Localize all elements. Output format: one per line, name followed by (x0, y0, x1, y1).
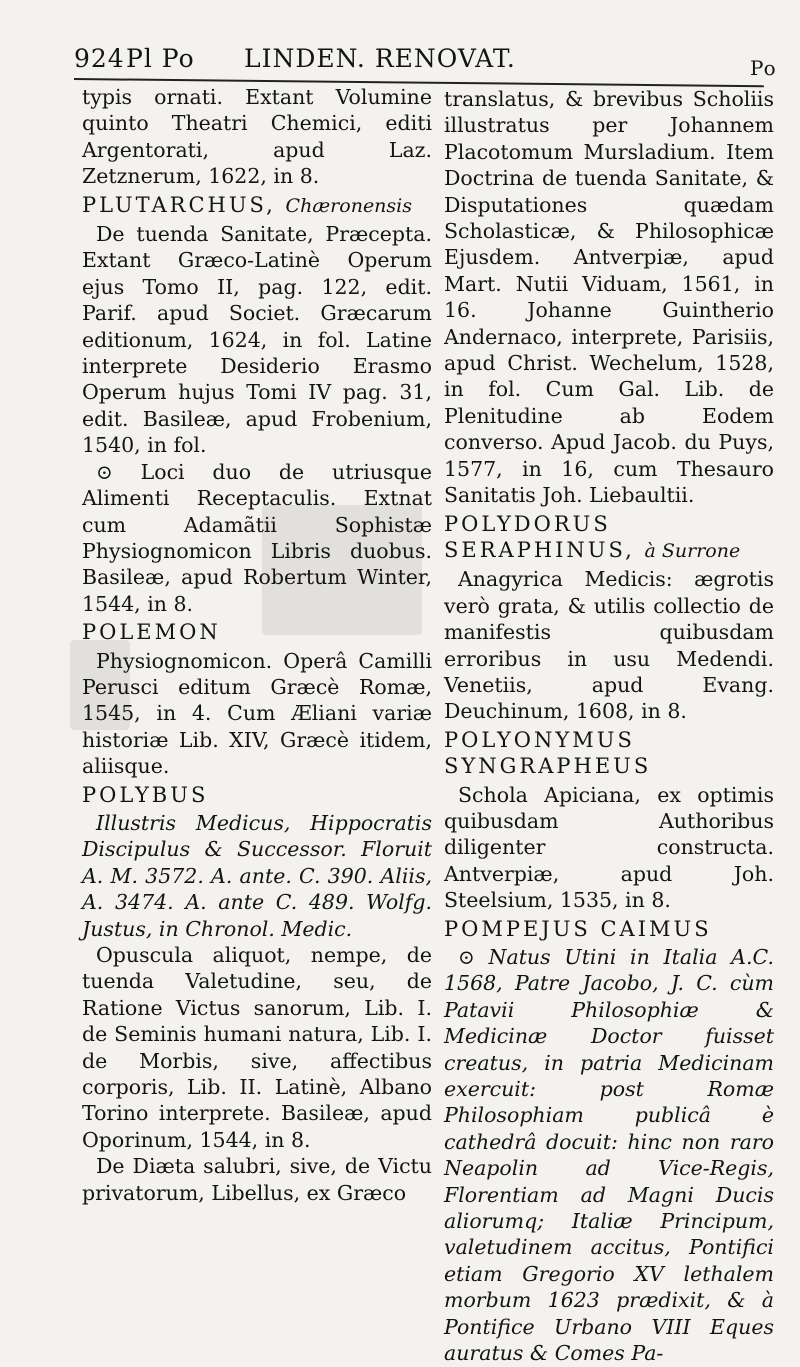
entry-paragraph (444, 566, 774, 724)
left-column (82, 84, 432, 1206)
paragraph-text: Opuscula aliquot, nempe, de tuenda Valetudine, seu, de Ratione Victus sanorum, Lib. I. de Seminis humani natura, Lib. I. de Morbis, sive, affectibus corporis, Lib. II. Latinè, Albano Torino interprete. Basileæ, apud Oporinum, 1544, in 8. (82, 943, 432, 1152)
heading-name: POLYBUS (82, 782, 209, 807)
entry-heading (444, 727, 774, 780)
entry-paragraph (444, 944, 774, 1367)
entry-paragraph (82, 648, 432, 780)
entry-heading (82, 619, 432, 645)
entry-paragraph (82, 84, 432, 190)
heading-name: POLYONYMUS SYNGRAPHEUS (444, 727, 652, 779)
paragraph-text: Anagyrica Medicis: ægrotis verò grata, & utilis collectio de manifestis quibusdam erroribus in usu Medendi. Venetiis, apud Evang. Deuchinum, 1608, in 8. (444, 567, 774, 724)
paragraph-text: Natus Utini in Italia A.C. 1568, Patre Jacobo, J. C. cùm Patavii Philosophiæ & Medicinæ Doctor fuisset creatus, in patria Medicinam exercuit: post Romæ Philosophiam publicâ è cathedrâ docuit: hinc non raro Neapolin ad Vice-Regis, Florentiam ad Magni Ducis aliorumq; Italiæ Principum, valetudinem accitus, Pontifici etiam Gregorio XV lethalem morbum 1623 prædixit, & à Pontifice Urbano VIII Eques auratus & Comes Pa- (444, 945, 774, 1366)
heading-subtext: à Surrone (644, 539, 741, 562)
running-header (68, 44, 777, 84)
entry-paragraph (444, 86, 774, 509)
page-number: 924 (74, 44, 125, 73)
entry-paragraph (82, 221, 432, 459)
right-section-tag: Po (750, 56, 777, 80)
heading-name: POMPEJUS CAIMUS (444, 916, 712, 941)
running-title: LINDEN. RENOVAT. (244, 44, 516, 73)
heading-name: POLEMON (82, 620, 221, 645)
entry-heading (82, 782, 432, 808)
entry-heading (82, 192, 432, 219)
entry-paragraph (82, 810, 432, 942)
heading-subtext: Chæronensis (285, 194, 412, 217)
circled-dot-icon: ⊙ (96, 459, 113, 484)
entry-paragraph (82, 942, 432, 1153)
entry-paragraph (444, 782, 774, 914)
paragraph-text: typis ornati. Extant Volumine quinto Theatri Chemici, editi Argentorati, apud Laz. Zetznerum, 1622, in 8. (82, 85, 432, 189)
paragraph-text: Physiognomicon. Operâ Camilli Perusci editum Græcè Romæ, 1545, in 4. Cum Æliani variæ historiæ Lib. XIV, Græcè itidem, aliisque. (82, 648, 432, 779)
paragraph-text: translatus, & brevibus Scholiis illustratus per Johannem Placotomum Mursladium. Item Doctrina de tuenda Sanitate, & Disputationes quædam Scholasticæ, & Philosophicæ Ejusdem. Antverpiæ, apud Mart. Nutii Viduam, 1561, in 16. Johanne Guintherio Andernaco, interprete, Parisiis, apud Christ. Wechelum, 1528, in fol. Cum Gal. Lib. de Plenitudine ab Eodem converso. Apud Jacob. du Puys, 1577, in 16, cum Thesauro Sanitatis Joh. Liebaultii. (444, 87, 774, 508)
entry-heading (444, 511, 774, 565)
circled-dot-icon: ⊙ (458, 945, 475, 969)
paragraph-text: De tuenda Sanitate, Præcepta. Extant Græco-Latinè Operum ejus Tomo II, pag. 122, edit. Parif. apud Societ. Græcarum editionum, 1624, in fol. Latine interprete Desiderio Erasmo Operum hujus Tomi IV pag. 31, edit. Basileæ, apud Frobenium, 1540, in fol. (82, 222, 432, 458)
entry-paragraph (82, 459, 432, 617)
right-column (444, 86, 774, 1367)
section-tag: Pl Po (126, 44, 195, 73)
entry-heading (444, 916, 774, 942)
entry-paragraph (82, 1153, 432, 1206)
paragraph-text: Schola Apiciana, ex optimis quibusdam Authoribus diligenter constructa. Antverpiæ, apud Joh. Steelsium, 1535, in 8. (444, 782, 774, 913)
heading-name: POLYDORUS SERAPHINUS, (444, 511, 635, 562)
paragraph-text: Illustris Medicus, Hippocratis Discipulus & Successor. Floruit A. M. 3572. A. ante. C. 390. Aliis, A. 3474. A. ante C. 489. Wolfg. Justus, in Chronol. Medic. (82, 810, 432, 941)
heading-name: PLUTARCHUS, (82, 192, 276, 217)
paragraph-text: Loci duo de utriusque Alimenti Receptaculis. Extnat cum Adamãtii Sophistæ Physiognomicon Libris duobus. Basileæ, apud Robertum Winter, 1544, in 8. (82, 459, 432, 616)
paragraph-text: De Diæta salubri, sive, de Victu privatorum, Libellus, ex Græco (82, 1154, 432, 1205)
